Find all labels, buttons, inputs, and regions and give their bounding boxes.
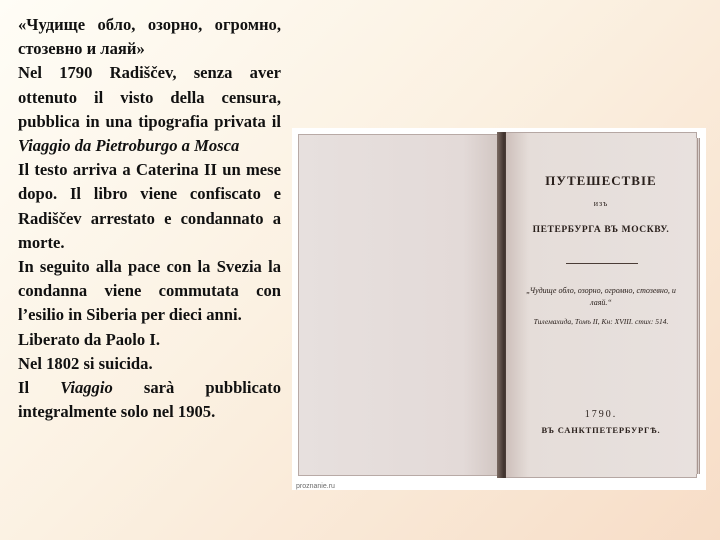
paragraph-publication [18, 61, 281, 158]
paragraph-death: Nel 1802 si suicida. [18, 353, 153, 373]
book-photo [292, 128, 706, 490]
book-title-page [506, 132, 697, 478]
book-left-page [298, 134, 504, 476]
paragraph-exile: In seguito alla pace con la Svezia la condanna viene commutata con l’esilio in Siberia per dieci anni. [18, 257, 281, 325]
photo-credit: proznanie.ru [296, 483, 335, 490]
book-title-iz: изъ [593, 199, 609, 208]
book-title-destination: ПЕТЕРБУРГА ВЪ МОСКВУ. [532, 225, 670, 235]
viaggio-italic: Viaggio [60, 378, 113, 398]
book-epigraph: „Чудище обло, озорно, огромно, стозевно, и лаяй.“ [526, 286, 676, 307]
p7-end: sarà pubblicato integralmente solo nel 1905. [18, 378, 281, 422]
book-city: ВЪ САНКТПЕТЕРБУРГѢ. [541, 425, 661, 435]
title-page-rule [566, 263, 638, 264]
book-year: 1790. [584, 409, 618, 420]
slide-text [18, 13, 281, 424]
paragraph-publication-1905 [18, 376, 281, 424]
page-edges [696, 138, 700, 474]
book-title: ПУТЕШЕСТВІЕ [545, 173, 657, 188]
book-epigraph-source: Тилемахида, Томъ II, Кн: XVIII. стих: 514. [533, 317, 669, 326]
paragraph-liberation: Liberato da Paolo I. [18, 329, 160, 349]
p7-start: Il [18, 378, 61, 398]
epigraph-quote: «Чудище обло, озорно, огромно, стозевно и лаяй» [18, 15, 281, 59]
book-title-italic: Viaggio da Pietroburgo a Mosca [18, 136, 240, 156]
paragraph-confiscation: Il testo arriva a Caterina II un mese dopo. Il libro viene confiscato e Radiščev arrestato e condannato a morte. [18, 160, 281, 252]
publication-text: Nel 1790 Radiščev, senza aver ottenuto il visto della censura, pubblica in una tipografia privata il [18, 63, 281, 131]
